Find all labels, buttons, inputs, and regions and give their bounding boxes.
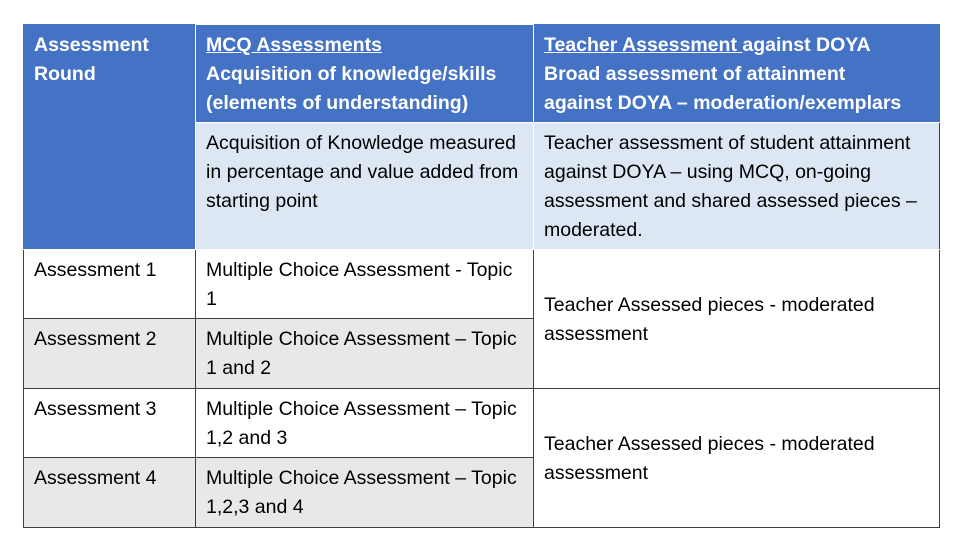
assessment-round-cell: Assessment 2 bbox=[24, 319, 196, 389]
header-teacher-line-2: against DOYA – moderation/exemplars bbox=[544, 92, 902, 114]
table-row bbox=[24, 250, 940, 319]
header-teacher-line-1: Broad assessment of attainment bbox=[544, 63, 846, 85]
header-mcq-title: MCQ Assessments bbox=[206, 34, 382, 56]
table-row bbox=[24, 389, 940, 458]
mcq-assessment-cell: Multiple Choice Assessment – Topic 1 and 2 bbox=[196, 319, 534, 389]
header-mcq-line-2: (elements of understanding) bbox=[206, 92, 469, 114]
header-row bbox=[24, 25, 940, 123]
header-assessment-round bbox=[24, 25, 196, 250]
mcq-assessment-cell: Multiple Choice Assessment – Topic 1,2 and 3 bbox=[196, 389, 534, 458]
assessment-table bbox=[23, 24, 940, 528]
mcq-assessment-cell: Multiple Choice Assessment – Topic 1,2,3 and 4 bbox=[196, 458, 534, 528]
header-teacher-assessment bbox=[534, 25, 940, 123]
header-assessment-round-text: Assessment Round bbox=[34, 34, 149, 85]
assessment-round-cell: Assessment 1 bbox=[24, 250, 196, 319]
assessment-round-cell: Assessment 3 bbox=[24, 389, 196, 458]
mcq-assessment-cell: Multiple Choice Assessment - Topic 1 bbox=[196, 250, 534, 319]
header-teacher-title-rest: against DOYA bbox=[742, 34, 871, 56]
teacher-assessment-cell: Teacher Assessed pieces - moderated assessment bbox=[534, 250, 940, 389]
header-teacher-title: Teacher Assessment bbox=[544, 34, 743, 56]
header-mcq-assessments bbox=[196, 25, 534, 123]
teacher-assessment-cell: Teacher Assessed pieces - moderated assessment bbox=[534, 389, 940, 528]
assessment-round-cell: Assessment 4 bbox=[24, 458, 196, 528]
subheader-teacher-description: Teacher assessment of student attainment against DOYA – using MCQ, on-going assessment and shared assessed pieces – moderated. bbox=[534, 123, 940, 250]
header-mcq-line-1: Acquisition of knowledge/skills bbox=[206, 63, 497, 85]
subheader-mcq-description: Acquisition of Knowledge measured in percentage and value added from starting point bbox=[196, 123, 534, 250]
